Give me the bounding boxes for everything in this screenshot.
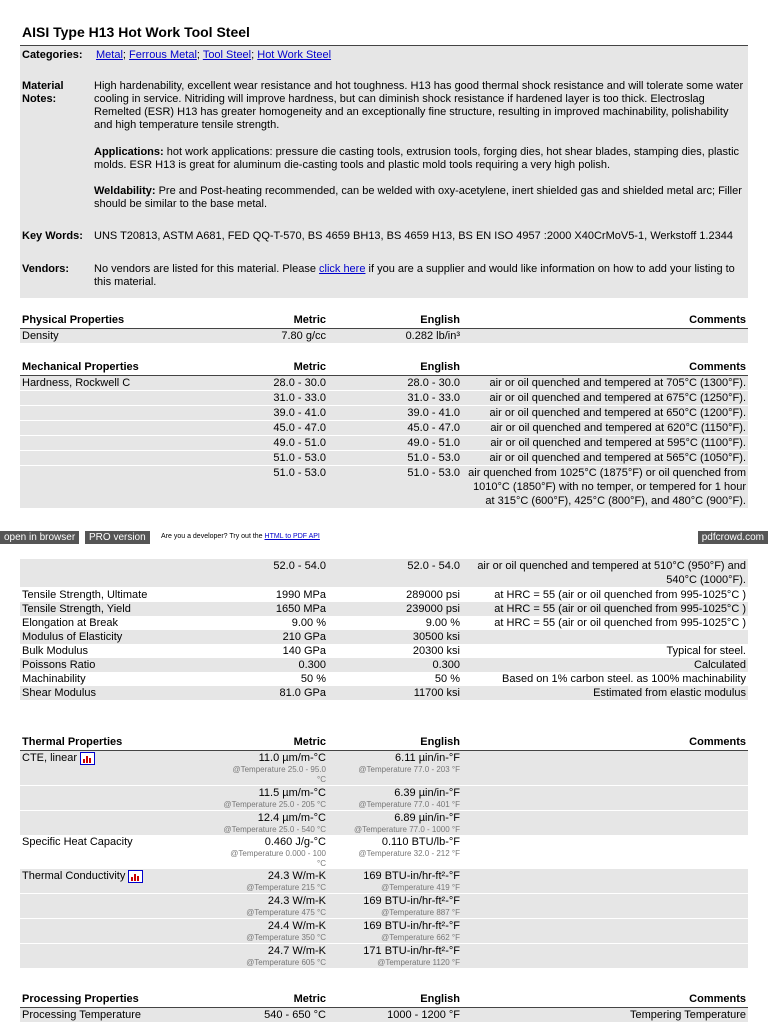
comment: air quenched from 1025°C (1875°F) or oil quenched from 1010°C (1850°F) with no temper, or tempered for 1 hour at 315°C (600°F), 425°C (800°F), and 480°C (900°F). <box>462 466 748 509</box>
property-name: Machinability <box>22 673 86 685</box>
thermal-header: Thermal Properties <box>20 735 220 751</box>
metric-value: 51.0 - 53.0 <box>220 466 328 509</box>
metric-header: Metric <box>220 313 328 329</box>
english-value: 171 BTU-in/hr-ft²-°F <box>363 945 460 957</box>
english-value: 239000 psi <box>328 602 462 616</box>
metric-cell <box>220 894 328 919</box>
pro-version-button[interactable]: PRO version <box>85 531 150 544</box>
metric-value: 24.4 W/m-K <box>267 920 326 932</box>
english-condition: @Temperature 77.0 - 401 °F <box>358 800 460 809</box>
metric-value: 52.0 - 54.0 <box>220 559 328 588</box>
english-condition: @Temperature 887 °F <box>381 908 460 917</box>
material-notes: High hardenability, excellent wear resistance and hot toughness. H13 has good thermal shock resistance and will tolerate some water cooling in service. Nitriding will improve hardness, but can diminish shock resistance if hardened layer is too thick. Electroslag Remelted (ESR) H13 has greater homogeneity and an exceptionally fine structure, resulting in improved machinability, polishability and high temperature tensile strength. <box>94 80 744 131</box>
property-name: Tensile Strength, Yield <box>20 602 220 616</box>
english-value: 51.0 - 53.0 <box>328 451 462 466</box>
processing-header: Processing Properties <box>20 992 220 1008</box>
comment <box>462 811 748 836</box>
comments-header: Comments <box>462 313 748 329</box>
english-value: 0.110 BTU/lb-°F <box>381 836 460 848</box>
table-row <box>20 616 748 630</box>
english-value: 52.0 - 54.0 <box>328 559 462 588</box>
english-cell <box>328 944 462 969</box>
comment <box>462 786 748 811</box>
vendors-label: Vendors: <box>22 263 70 275</box>
table-row <box>20 421 748 436</box>
metric-value: 39.0 - 41.0 <box>220 406 328 421</box>
metric-value: 0.300 <box>220 658 328 672</box>
categories-links: Metal; Ferrous Metal; Tool Steel; Hot Work Steel <box>96 49 332 61</box>
metric-condition: @Temperature 25.0 - 540 °C <box>223 825 326 834</box>
property-name: Density <box>20 329 220 344</box>
property-name: Processing Temperature <box>20 1008 220 1023</box>
table-row <box>20 644 748 658</box>
comment: air or oil quenched and tempered at 675°C (1250°F). <box>462 391 748 406</box>
comments-header: Comments <box>462 360 748 376</box>
property-name <box>20 436 220 451</box>
chart-icon[interactable] <box>80 752 95 765</box>
weldability-label: Weldability: <box>94 185 156 197</box>
table-row <box>20 466 748 509</box>
comment: Typical for steel. <box>666 645 746 657</box>
property-name: CTE, linear <box>22 752 78 764</box>
english-value: 6.39 µin/in-°F <box>394 787 460 799</box>
english-value: 20300 ksi <box>412 645 460 657</box>
property-name <box>20 466 220 509</box>
comment <box>462 329 748 344</box>
english-value: 169 BTU-in/hr-ft²-°F <box>363 920 460 932</box>
table-row <box>20 919 748 944</box>
metric-value: 28.0 - 30.0 <box>220 376 328 391</box>
english-value: 0.282 lb/in³ <box>328 329 462 344</box>
comment: Estimated from elastic modulus <box>462 686 748 700</box>
table-row <box>20 436 748 451</box>
english-value: 6.11 µin/in-°F <box>395 752 460 764</box>
english-cell <box>328 919 462 944</box>
metric-condition: @Temperature 0.000 - 100 °C <box>230 849 326 868</box>
comment: at HRC = 55 (air or oil quenched from 995-1025°C ) <box>494 617 746 629</box>
html-to-pdf-api-link[interactable]: HTML to PDF API <box>264 533 320 540</box>
table-row <box>20 376 748 391</box>
english-header: English <box>328 992 462 1008</box>
english-value: 169 BTU-in/hr-ft²-°F <box>363 870 460 882</box>
metric-value: 1650 MPa <box>220 602 328 616</box>
comments-header: Comments <box>462 992 748 1008</box>
english-cell <box>328 786 462 811</box>
metric-value: 540 - 650 °C <box>220 1008 328 1023</box>
metric-cell <box>220 835 328 869</box>
english-header: English <box>328 735 462 751</box>
notes-label <box>22 80 92 106</box>
property-name: Tensile Strength, Ultimate <box>22 589 148 601</box>
mechanical-header: Mechanical Properties <box>20 360 220 376</box>
property-name-cell <box>20 751 220 786</box>
property-name <box>20 451 220 466</box>
property-name: Thermal Conductivity <box>22 870 126 882</box>
english-value: 1000 - 1200 °F <box>328 1008 462 1023</box>
property-name <box>20 559 220 588</box>
english-cell <box>328 835 462 869</box>
property-name <box>20 894 220 919</box>
developer-promo-text: Are you a developer? Try out the <box>161 533 265 540</box>
english-value: 28.0 - 30.0 <box>328 376 462 391</box>
metric-value: 11.0 µm/m-°C <box>258 752 326 764</box>
mechanical-properties-table-cont <box>20 559 748 700</box>
table-row <box>20 406 748 421</box>
chart-icon[interactable] <box>128 870 143 883</box>
applications-text <box>94 146 744 172</box>
english-header: English <box>328 313 462 329</box>
category-link-hot-work[interactable]: Hot Work Steel <box>257 49 332 61</box>
weldability-text <box>94 185 744 211</box>
property-name <box>20 406 220 421</box>
english-value: 6.89 µin/in-°F <box>394 812 460 824</box>
english-value: 51.0 - 53.0 <box>328 466 462 509</box>
metric-cell <box>220 919 328 944</box>
metric-value: 31.0 - 33.0 <box>220 391 328 406</box>
category-link-tool-steel[interactable]: Tool Steel <box>202 49 252 61</box>
english-cell <box>328 894 462 919</box>
english-condition: @Temperature 77.0 - 1000 °F <box>353 825 460 834</box>
english-condition: @Temperature 32.0 - 212 °F <box>358 849 460 858</box>
property-name: Shear Modulus <box>20 686 220 700</box>
applications-label: Applications: <box>94 146 164 158</box>
table-row <box>20 391 748 406</box>
metric-value: 45.0 - 47.0 <box>220 421 328 436</box>
keywords-label: Key Words: <box>22 230 83 242</box>
comment: air or oil quenched and tempered at 510°C (950°F) and 540°C (1000°F). <box>462 559 748 588</box>
english-value: 31.0 - 33.0 <box>328 391 462 406</box>
table-row <box>20 751 748 786</box>
property-name <box>20 811 220 836</box>
comment: air or oil quenched and tempered at 705°C (1300°F). <box>462 376 748 391</box>
table-row <box>20 786 748 811</box>
metric-value: 49.0 - 51.0 <box>220 436 328 451</box>
english-value: 39.0 - 41.0 <box>328 406 462 421</box>
metric-header: Metric <box>220 735 328 751</box>
category-link-metal[interactable]: Metal <box>96 49 123 61</box>
english-value: 11700 ksi <box>328 686 462 700</box>
pdfcrowd-link[interactable]: pdfcrowd.com <box>698 531 768 544</box>
physical-header: Physical Properties <box>20 313 220 329</box>
vendors-pre: No vendors are listed for this material. Please <box>94 263 319 275</box>
table-row <box>20 686 748 700</box>
metric-header: Metric <box>220 992 328 1008</box>
table-row <box>20 944 748 969</box>
comment <box>462 835 748 869</box>
metric-condition: @Temperature 605 °C <box>246 958 326 967</box>
metric-value: 24.3 W/m-K <box>267 870 326 882</box>
notes-label-line2: Notes: <box>22 93 57 105</box>
weldability-body: Pre and Post-heating recommended, can be welded with oxy-acetylene, inert shielded gas and shielded metal arc; Filler should be similar to the base metal. <box>94 185 742 210</box>
metric-value: 12.4 µm/m-°C <box>257 812 326 824</box>
metric-condition: @Temperature 350 °C <box>246 933 326 942</box>
metric-value: 9.00 % <box>291 617 326 629</box>
english-value: 289000 psi <box>406 589 460 601</box>
comment: air or oil quenched and tempered at 565°C (1050°F). <box>462 451 748 466</box>
table-row <box>20 835 748 869</box>
english-cell <box>328 811 462 836</box>
table-row <box>20 672 748 686</box>
metric-condition: @Temperature 25.0 - 205 °C <box>223 800 326 809</box>
metric-value: 7.80 g/cc <box>220 329 328 344</box>
metric-value: 50 % <box>300 673 326 685</box>
metric-value: 210 GPa <box>220 630 328 644</box>
english-value: 50 % <box>434 673 460 685</box>
metric-value: 140 GPa <box>282 645 326 657</box>
property-name <box>20 391 220 406</box>
comment: Based on 1% carbon steel. as 100% machinability <box>502 673 746 685</box>
applications-body: hot work applications: pressure die casting tools, extrusion tools, forging dies, hot shear blades, stamping dies, plastic molds. ESR H13 is great for aluminum die-casting tools and plastic mold tools requiring a very high polish. <box>94 146 740 171</box>
english-value: 30500 ksi <box>328 630 462 644</box>
comment: at HRC = 55 (air or oil quenched from 995-1025°C ) <box>494 589 746 601</box>
keywords-text: UNS T20813, ASTM A681, FED QQ-T-570, BS 4659 BH13, BS 4659 H13, BS EN ISO 4957 :2000 X40CrMoV5-1, Werkstoff 1.2344 <box>94 230 733 242</box>
property-name: Specific Heat Capacity <box>22 836 133 848</box>
vendors-post: if you are a supplier and would like information on how to add your listing to this material. <box>94 263 735 288</box>
comment <box>462 630 748 644</box>
comment <box>462 919 748 944</box>
english-value: 9.00 % <box>425 617 460 629</box>
comment: air or oil quenched and tempered at 595°C (1100°F). <box>462 436 748 451</box>
metric-condition: @Temperature 215 °C <box>246 883 326 892</box>
metric-value: 24.7 W/m-K <box>267 945 326 957</box>
metric-cell <box>220 811 328 836</box>
english-value: 45.0 - 47.0 <box>328 421 462 436</box>
categories-label: Categories: <box>22 49 83 61</box>
english-value: 49.0 - 51.0 <box>328 436 462 451</box>
thermal-properties-table <box>20 735 748 968</box>
notes-label-line1: Material <box>22 80 64 92</box>
table-row <box>20 869 748 894</box>
vendors-text <box>94 263 744 289</box>
property-name <box>20 786 220 811</box>
english-cell <box>328 751 462 786</box>
property-name: Poissons Ratio <box>20 658 220 672</box>
category-link-ferrous[interactable]: Ferrous Metal <box>129 49 197 61</box>
page-title: AISI Type H13 Hot Work Tool Steel <box>22 24 250 40</box>
property-name: Elongation at Break <box>22 617 119 629</box>
english-condition: @Temperature 662 °F <box>381 933 460 942</box>
table-row <box>20 559 748 588</box>
english-condition: @Temperature 419 °F <box>381 883 460 892</box>
english-value: 0.300 <box>328 658 462 672</box>
pdfcrowd-bar <box>0 531 768 544</box>
table-row <box>20 894 748 919</box>
table-row <box>20 329 748 344</box>
metric-header: Metric <box>220 360 328 376</box>
property-name-cell <box>20 869 220 894</box>
metric-value: 51.0 - 53.0 <box>220 451 328 466</box>
table-row <box>20 1008 748 1023</box>
metric-value: 11.5 µm/m-°C <box>258 787 326 799</box>
metric-value: 24.3 W/m-K <box>267 895 326 907</box>
comment: Calculated <box>462 658 748 672</box>
property-name: Bulk Modulus <box>22 645 89 657</box>
metric-cell <box>220 751 328 786</box>
metric-value: 1990 MPa <box>275 589 326 601</box>
property-name <box>20 919 220 944</box>
mechanical-properties-table <box>20 360 748 508</box>
property-name: Hardness, Rockwell C <box>20 376 220 391</box>
table-row <box>20 588 748 603</box>
property-name <box>20 421 220 436</box>
table-row <box>20 811 748 836</box>
comments-header: Comments <box>462 735 748 751</box>
metric-value: 0.460 J/g-°C <box>264 836 326 848</box>
comment: at HRC = 55 (air or oil quenched from 995-1025°C ) <box>462 602 748 616</box>
metric-cell <box>220 869 328 894</box>
comment: air or oil quenched and tempered at 650°C (1200°F). <box>462 406 748 421</box>
table-row <box>20 630 748 644</box>
metric-condition: @Temperature 25.0 - 95.0 °C <box>232 765 326 784</box>
english-header: English <box>328 360 462 376</box>
comment <box>462 751 748 786</box>
developer-promo <box>161 533 320 540</box>
english-value: 169 BTU-in/hr-ft²-°F <box>363 895 460 907</box>
english-cell <box>328 869 462 894</box>
property-name: Modulus of Elasticity <box>20 630 220 644</box>
open-in-browser-button[interactable]: open in browser <box>0 531 79 544</box>
table-row <box>20 658 748 672</box>
material-info-panel <box>20 46 748 298</box>
property-name <box>20 944 220 969</box>
metric-condition: @Temperature 475 °C <box>246 908 326 917</box>
english-condition: @Temperature 1120 °F <box>377 958 460 967</box>
click-here-link[interactable]: click here <box>319 263 366 275</box>
comment <box>462 894 748 919</box>
metric-value: 81.0 GPa <box>220 686 328 700</box>
comment <box>462 869 748 894</box>
processing-properties-table <box>20 992 748 1022</box>
table-row <box>20 602 748 616</box>
metric-cell <box>220 944 328 969</box>
table-row <box>20 451 748 466</box>
comment <box>462 944 748 969</box>
english-condition: @Temperature 77.0 - 203 °F <box>358 765 460 774</box>
physical-properties-table <box>20 313 748 343</box>
comment: Tempering Temperature <box>462 1008 748 1023</box>
metric-cell <box>220 786 328 811</box>
comment: air or oil quenched and tempered at 620°C (1150°F). <box>462 421 748 436</box>
